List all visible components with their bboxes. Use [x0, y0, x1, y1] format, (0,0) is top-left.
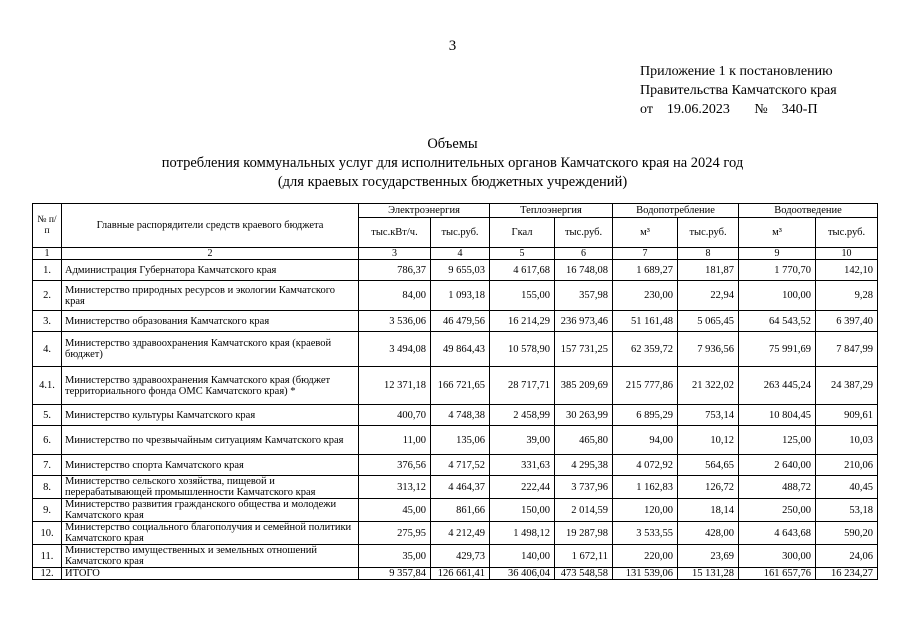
row-value: 230,00	[613, 281, 678, 311]
table-row	[33, 476, 878, 499]
row-value: 429,73	[431, 545, 490, 568]
row-value: 4 212,49	[431, 522, 490, 545]
row-value: 488,72	[739, 476, 816, 499]
row-value: 909,61	[816, 405, 878, 426]
row-value: 53,18	[816, 499, 878, 522]
row-value: 45,00	[359, 499, 431, 522]
row-value: 21 322,02	[678, 367, 739, 405]
row-number: 9.	[33, 499, 62, 522]
row-value: 9,28	[816, 281, 878, 311]
header-no: № п/п	[33, 204, 62, 248]
header-unit: тыс.кВт/ч.	[359, 218, 431, 248]
row-value: 15 131,28	[678, 568, 739, 580]
table-header	[33, 204, 878, 248]
header-group: Водоотведение	[739, 204, 878, 218]
document-title	[0, 135, 905, 192]
row-name: Министерство развития гражданского общества и молодежи Камчатского края	[62, 499, 359, 522]
appendix-date-number: от 19.06.2023 № 340-П	[640, 102, 818, 117]
row-value: 150,00	[490, 499, 555, 522]
row-value: 84,00	[359, 281, 431, 311]
row-value: 1 498,12	[490, 522, 555, 545]
row-number: 7.	[33, 455, 62, 476]
row-value: 16 748,08	[555, 260, 613, 281]
row-value: 786,37	[359, 260, 431, 281]
column-number: 10	[816, 248, 878, 260]
table-row	[33, 545, 878, 568]
appendix-line: Правительства Камчатского края	[640, 83, 837, 98]
row-value: 142,10	[816, 260, 878, 281]
row-value: 590,20	[816, 522, 878, 545]
row-value: 1 672,11	[555, 545, 613, 568]
row-name: Министерство сельского хозяйства, пищевой и перерабатывающей промышленности Камчатского края	[62, 476, 359, 499]
header-unit: тыс.руб.	[678, 218, 739, 248]
row-value: 10 804,45	[739, 405, 816, 426]
row-value: 166 721,65	[431, 367, 490, 405]
row-value: 473 548,58	[555, 568, 613, 580]
row-value: 753,14	[678, 405, 739, 426]
row-name: Министерство по чрезвычайным ситуациям Камчатского края	[62, 426, 359, 455]
row-name: Министерство здравоохранения Камчатского края (бюджет территориального фонда ОМС Камчатского края) *	[62, 367, 359, 405]
row-value: 861,66	[431, 499, 490, 522]
row-value: 4 072,92	[613, 455, 678, 476]
header-group: Водопотребление	[613, 204, 739, 218]
row-value: 16 234,27	[816, 568, 878, 580]
row-value: 3 494,08	[359, 332, 431, 367]
header-unit: тыс.руб.	[431, 218, 490, 248]
row-number: 8.	[33, 476, 62, 499]
row-value: 140,00	[490, 545, 555, 568]
row-value: 7 847,99	[816, 332, 878, 367]
row-value: 220,00	[613, 545, 678, 568]
row-value: 36 406,04	[490, 568, 555, 580]
row-value: 10 578,90	[490, 332, 555, 367]
column-number: 5	[490, 248, 555, 260]
row-name: Министерство культуры Камчатского края	[62, 405, 359, 426]
header-group: Теплоэнергия	[490, 204, 613, 218]
table-body	[33, 248, 878, 580]
row-value: 236 973,46	[555, 311, 613, 332]
column-number: 8	[678, 248, 739, 260]
header-group: Электроэнергия	[359, 204, 490, 218]
title-line: потребления коммунальных услуг для исполнительных органов Камчатского края на 2024 год	[161, 155, 744, 171]
page-number: 3	[448, 38, 457, 54]
row-number: 12.	[33, 568, 62, 580]
table-row	[33, 499, 878, 522]
row-value: 28 717,71	[490, 367, 555, 405]
row-value: 64 543,52	[739, 311, 816, 332]
table-row	[33, 426, 878, 455]
header-unit: м³	[613, 218, 678, 248]
header-unit: тыс.руб.	[555, 218, 613, 248]
row-value: 7 936,56	[678, 332, 739, 367]
row-value: 4 295,38	[555, 455, 613, 476]
row-value: 24,06	[816, 545, 878, 568]
row-value: 94,00	[613, 426, 678, 455]
row-value: 75 991,69	[739, 332, 816, 367]
row-name: Министерство здравоохранения Камчатского края (краевой бюджет)	[62, 332, 359, 367]
row-value: 126,72	[678, 476, 739, 499]
column-number: 6	[555, 248, 613, 260]
row-value: 49 864,43	[431, 332, 490, 367]
consumption-table	[32, 203, 878, 580]
table-row	[33, 281, 878, 311]
row-value: 155,00	[490, 281, 555, 311]
column-number: 7	[613, 248, 678, 260]
row-name: Министерство спорта Камчатского края	[62, 455, 359, 476]
row-name: Министерство образования Камчатского края	[62, 311, 359, 332]
row-value: 1 093,18	[431, 281, 490, 311]
row-value: 18,14	[678, 499, 739, 522]
row-value: 4 748,38	[431, 405, 490, 426]
row-value: 2 014,59	[555, 499, 613, 522]
column-number: 1	[33, 248, 62, 260]
row-number: 10.	[33, 522, 62, 545]
row-value: 385 209,69	[555, 367, 613, 405]
row-value: 39,00	[490, 426, 555, 455]
row-value: 1 162,83	[613, 476, 678, 499]
row-value: 10,03	[816, 426, 878, 455]
row-value: 357,98	[555, 281, 613, 311]
header-unit: м³	[739, 218, 816, 248]
row-value: 250,00	[739, 499, 816, 522]
table-row	[33, 405, 878, 426]
column-number: 4	[431, 248, 490, 260]
row-value: 9 655,03	[431, 260, 490, 281]
row-value: 24 387,29	[816, 367, 878, 405]
column-number: 3	[359, 248, 431, 260]
header-unit: тыс.руб.	[816, 218, 878, 248]
row-value: 4 464,37	[431, 476, 490, 499]
row-value: 126 661,41	[431, 568, 490, 580]
row-value: 313,12	[359, 476, 431, 499]
row-number: 4.	[33, 332, 62, 367]
row-number: 3.	[33, 311, 62, 332]
row-value: 331,63	[490, 455, 555, 476]
row-value: 1 689,27	[613, 260, 678, 281]
row-value: 23,69	[678, 545, 739, 568]
appendix-block	[640, 62, 837, 119]
table-row	[33, 311, 878, 332]
row-name: Министерство имущественных и земельных отношений Камчатского края	[62, 545, 359, 568]
table-row	[33, 522, 878, 545]
row-value: 62 359,72	[613, 332, 678, 367]
table-row	[33, 332, 878, 367]
row-value: 465,80	[555, 426, 613, 455]
row-value: 4 617,68	[490, 260, 555, 281]
row-name: Администрация Губернатора Камчатского края	[62, 260, 359, 281]
header-unit: Гкал	[490, 218, 555, 248]
table-row	[33, 367, 878, 405]
row-name: Министерство социального благополучия и семейной политики Камчатского края	[62, 522, 359, 545]
row-value: 9 357,84	[359, 568, 431, 580]
row-value: 210,06	[816, 455, 878, 476]
row-value: 30 263,99	[555, 405, 613, 426]
row-value: 11,00	[359, 426, 431, 455]
row-value: 215 777,86	[613, 367, 678, 405]
row-value: 22,94	[678, 281, 739, 311]
row-value: 181,87	[678, 260, 739, 281]
row-value: 161 657,76	[739, 568, 816, 580]
row-value: 40,45	[816, 476, 878, 499]
row-value: 100,00	[739, 281, 816, 311]
row-value: 46 479,56	[431, 311, 490, 332]
row-value: 275,95	[359, 522, 431, 545]
row-value: 19 287,98	[555, 522, 613, 545]
row-value: 300,00	[739, 545, 816, 568]
table-row	[33, 260, 878, 281]
header-name: Главные распорядители средств краевого бюджета	[62, 204, 359, 248]
row-value: 4 643,68	[739, 522, 816, 545]
row-value: 3 533,55	[613, 522, 678, 545]
row-value: 400,70	[359, 405, 431, 426]
row-value: 35,00	[359, 545, 431, 568]
row-value: 2 458,99	[490, 405, 555, 426]
row-value: 4 717,52	[431, 455, 490, 476]
row-value: 3 737,96	[555, 476, 613, 499]
row-value: 135,06	[431, 426, 490, 455]
row-value: 51 161,48	[613, 311, 678, 332]
column-number: 2	[62, 248, 359, 260]
row-name: ИТОГО	[62, 568, 359, 580]
row-value: 6 895,29	[613, 405, 678, 426]
row-value: 125,00	[739, 426, 816, 455]
row-number: 11.	[33, 545, 62, 568]
row-value: 157 731,25	[555, 332, 613, 367]
row-number: 2.	[33, 281, 62, 311]
table-row	[33, 568, 878, 580]
title-line: (для краевых государственных бюджетных учреждений)	[277, 174, 628, 190]
row-value: 131 539,06	[613, 568, 678, 580]
row-value: 564,65	[678, 455, 739, 476]
row-value: 5 065,45	[678, 311, 739, 332]
row-value: 263 445,24	[739, 367, 816, 405]
row-value: 1 770,70	[739, 260, 816, 281]
row-number: 4.1.	[33, 367, 62, 405]
row-value: 12 371,18	[359, 367, 431, 405]
row-value: 120,00	[613, 499, 678, 522]
row-value: 222,44	[490, 476, 555, 499]
row-number: 5.	[33, 405, 62, 426]
row-value: 3 536,06	[359, 311, 431, 332]
row-name: Министерство природных ресурсов и экологии Камчатского края	[62, 281, 359, 311]
row-value: 10,12	[678, 426, 739, 455]
row-number: 6.	[33, 426, 62, 455]
row-value: 428,00	[678, 522, 739, 545]
appendix-line: Приложение 1 к постановлению	[640, 64, 833, 79]
row-number: 1.	[33, 260, 62, 281]
table-row	[33, 455, 878, 476]
column-number: 9	[739, 248, 816, 260]
row-value: 376,56	[359, 455, 431, 476]
row-value: 6 397,40	[816, 311, 878, 332]
row-value: 2 640,00	[739, 455, 816, 476]
title-line: Объемы	[427, 136, 478, 152]
row-value: 16 214,29	[490, 311, 555, 332]
